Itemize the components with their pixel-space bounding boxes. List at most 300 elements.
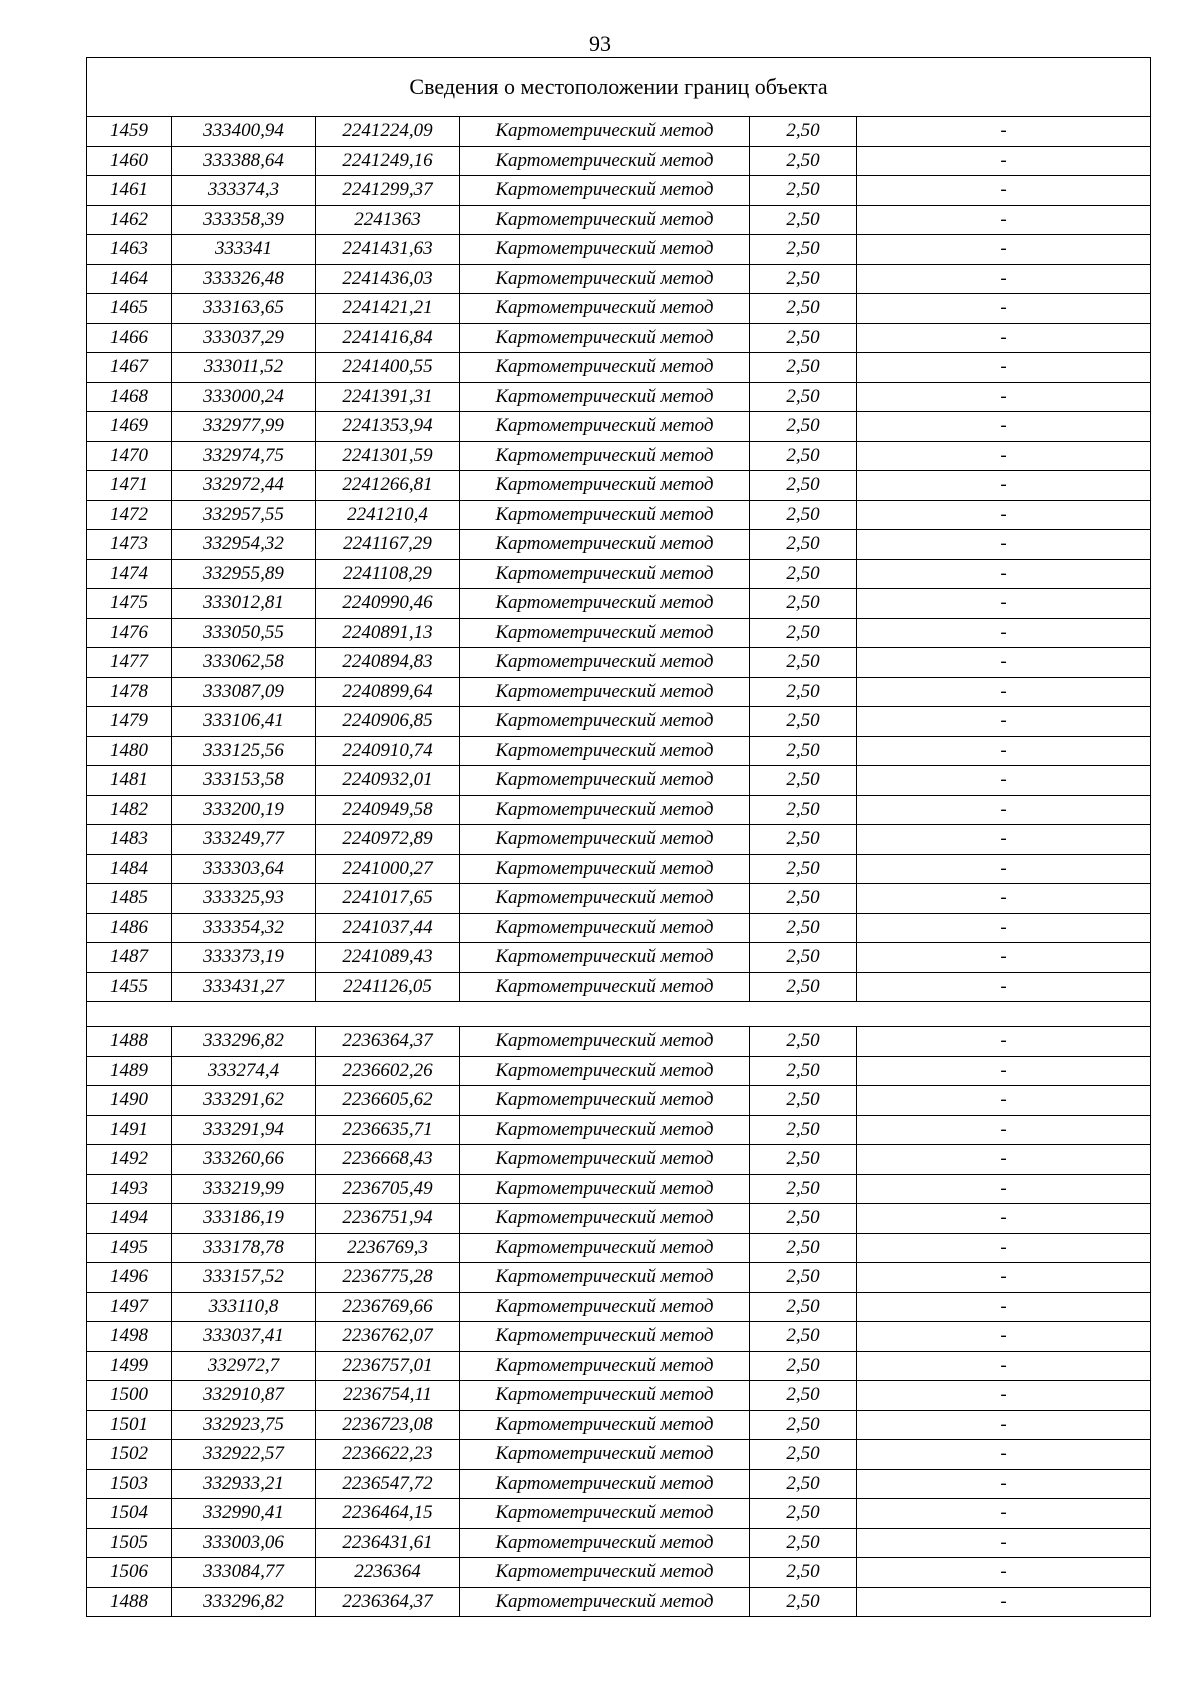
table-row <box>87 176 1151 206</box>
table-row <box>87 707 1151 737</box>
method-cell: Картометрический метод <box>460 530 750 560</box>
method-cell: Картометрический метод <box>460 1086 750 1116</box>
description-cell: - <box>857 471 1151 501</box>
description-cell: - <box>857 500 1151 530</box>
description-cell: - <box>857 1056 1151 1086</box>
x-coordinate-cell: 332974,75 <box>172 441 316 471</box>
y-coordinate-cell: 2236757,01 <box>316 1351 460 1381</box>
x-coordinate-cell: 333374,3 <box>172 176 316 206</box>
y-coordinate-cell: 2236364,37 <box>316 1587 460 1617</box>
method-cell: Картометрический метод <box>460 972 750 1002</box>
x-coordinate-cell: 333050,55 <box>172 618 316 648</box>
description-cell: - <box>857 412 1151 442</box>
table-row <box>87 1558 1151 1588</box>
method-cell: Картометрический метод <box>460 1204 750 1234</box>
method-cell: Картометрический метод <box>460 1263 750 1293</box>
method-cell: Картометрический метод <box>460 1440 750 1470</box>
page-number: 93 <box>589 31 611 56</box>
accuracy-cell: 2,50 <box>750 913 857 943</box>
accuracy-cell: 2,50 <box>750 1499 857 1529</box>
y-coordinate-cell: 2241400,55 <box>316 353 460 383</box>
y-coordinate-cell: 2236754,11 <box>316 1381 460 1411</box>
table-row <box>87 766 1151 796</box>
accuracy-cell: 2,50 <box>750 264 857 294</box>
y-coordinate-cell: 2241108,29 <box>316 559 460 589</box>
accuracy-cell: 2,50 <box>750 1381 857 1411</box>
table-row <box>87 589 1151 619</box>
method-cell: Картометрический метод <box>460 146 750 176</box>
block-separator-row <box>87 1002 1151 1027</box>
method-cell: Картометрический метод <box>460 1056 750 1086</box>
point-number-cell: 1490 <box>87 1086 172 1116</box>
accuracy-cell: 2,50 <box>750 1056 857 1086</box>
table-row <box>87 943 1151 973</box>
method-cell: Картометрический метод <box>460 1322 750 1352</box>
accuracy-cell: 2,50 <box>750 1115 857 1145</box>
y-coordinate-cell: 2240906,85 <box>316 707 460 737</box>
method-cell: Картометрический метод <box>460 854 750 884</box>
point-number-cell: 1475 <box>87 589 172 619</box>
x-coordinate-cell: 333110,8 <box>172 1292 316 1322</box>
point-number-cell: 1459 <box>87 117 172 147</box>
x-coordinate-cell: 333260,66 <box>172 1145 316 1175</box>
description-cell: - <box>857 766 1151 796</box>
y-coordinate-cell: 2240891,13 <box>316 618 460 648</box>
point-number-cell: 1495 <box>87 1233 172 1263</box>
x-coordinate-cell: 333219,99 <box>172 1174 316 1204</box>
table-row <box>87 884 1151 914</box>
table-row <box>87 1381 1151 1411</box>
x-coordinate-cell: 333431,27 <box>172 972 316 1002</box>
table-row <box>87 1351 1151 1381</box>
x-coordinate-cell: 333291,62 <box>172 1086 316 1116</box>
accuracy-cell: 2,50 <box>750 1469 857 1499</box>
point-number-cell: 1465 <box>87 294 172 324</box>
boundary-table <box>86 57 1151 1617</box>
x-coordinate-cell: 333326,48 <box>172 264 316 294</box>
x-coordinate-cell: 332990,41 <box>172 1499 316 1529</box>
method-cell: Картометрический метод <box>460 559 750 589</box>
table-row <box>87 913 1151 943</box>
point-number-cell: 1477 <box>87 648 172 678</box>
table-row <box>87 972 1151 1002</box>
method-cell: Картометрический метод <box>460 441 750 471</box>
description-cell: - <box>857 1086 1151 1116</box>
y-coordinate-cell: 2236635,71 <box>316 1115 460 1145</box>
table-row <box>87 1056 1151 1086</box>
description-cell: - <box>857 1381 1151 1411</box>
accuracy-cell: 2,50 <box>750 1351 857 1381</box>
method-cell: Картометрический метод <box>460 294 750 324</box>
y-coordinate-cell: 2241000,27 <box>316 854 460 884</box>
description-cell: - <box>857 235 1151 265</box>
x-coordinate-cell: 332954,32 <box>172 530 316 560</box>
table-row <box>87 441 1151 471</box>
description-cell: - <box>857 1174 1151 1204</box>
x-coordinate-cell: 333000,24 <box>172 382 316 412</box>
y-coordinate-cell: 2241436,03 <box>316 264 460 294</box>
x-coordinate-cell: 332957,55 <box>172 500 316 530</box>
method-cell: Картометрический метод <box>460 176 750 206</box>
description-cell: - <box>857 559 1151 589</box>
x-coordinate-cell: 333153,58 <box>172 766 316 796</box>
description-cell: - <box>857 677 1151 707</box>
table-row <box>87 235 1151 265</box>
y-coordinate-cell: 2241167,29 <box>316 530 460 560</box>
y-coordinate-cell: 2241416,84 <box>316 323 460 353</box>
method-cell: Картометрический метод <box>460 1558 750 1588</box>
accuracy-cell: 2,50 <box>750 677 857 707</box>
table-row <box>87 854 1151 884</box>
method-cell: Картометрический метод <box>460 1499 750 1529</box>
point-number-cell: 1468 <box>87 382 172 412</box>
y-coordinate-cell: 2240894,83 <box>316 648 460 678</box>
method-cell: Картометрический метод <box>460 1174 750 1204</box>
x-coordinate-cell: 333291,94 <box>172 1115 316 1145</box>
x-coordinate-cell: 333249,77 <box>172 825 316 855</box>
table-row <box>87 1204 1151 1234</box>
point-number-cell: 1476 <box>87 618 172 648</box>
accuracy-cell: 2,50 <box>750 589 857 619</box>
description-cell: - <box>857 913 1151 943</box>
description-cell: - <box>857 1322 1151 1352</box>
table-row <box>87 1027 1151 1057</box>
description-cell: - <box>857 323 1151 353</box>
y-coordinate-cell: 2236431,61 <box>316 1528 460 1558</box>
table-row <box>87 1174 1151 1204</box>
accuracy-cell: 2,50 <box>750 1086 857 1116</box>
method-cell: Картометрический метод <box>460 1587 750 1617</box>
accuracy-cell: 2,50 <box>750 854 857 884</box>
x-coordinate-cell: 332972,7 <box>172 1351 316 1381</box>
x-coordinate-cell: 333011,52 <box>172 353 316 383</box>
x-coordinate-cell: 333084,77 <box>172 1558 316 1588</box>
description-cell: - <box>857 176 1151 206</box>
y-coordinate-cell: 2236547,72 <box>316 1469 460 1499</box>
description-cell: - <box>857 117 1151 147</box>
description-cell: - <box>857 1440 1151 1470</box>
accuracy-cell: 2,50 <box>750 205 857 235</box>
description-cell: - <box>857 205 1151 235</box>
method-cell: Картометрический метод <box>460 1410 750 1440</box>
accuracy-cell: 2,50 <box>750 117 857 147</box>
table-row <box>87 117 1151 147</box>
table-row <box>87 382 1151 412</box>
x-coordinate-cell: 332977,99 <box>172 412 316 442</box>
y-coordinate-cell: 2236769,3 <box>316 1233 460 1263</box>
description-cell: - <box>857 1263 1151 1293</box>
method-cell: Картометрический метод <box>460 648 750 678</box>
y-coordinate-cell: 2241017,65 <box>316 884 460 914</box>
x-coordinate-cell: 333087,09 <box>172 677 316 707</box>
point-number-cell: 1492 <box>87 1145 172 1175</box>
table-row <box>87 618 1151 648</box>
y-coordinate-cell: 2241421,21 <box>316 294 460 324</box>
description-cell: - <box>857 441 1151 471</box>
point-number-cell: 1469 <box>87 412 172 442</box>
y-coordinate-cell: 2241249,16 <box>316 146 460 176</box>
x-coordinate-cell: 333358,39 <box>172 205 316 235</box>
y-coordinate-cell: 2236762,07 <box>316 1322 460 1352</box>
table-row <box>87 648 1151 678</box>
description-cell: - <box>857 589 1151 619</box>
description-cell: - <box>857 1587 1151 1617</box>
table-row <box>87 825 1151 855</box>
description-cell: - <box>857 825 1151 855</box>
method-cell: Картометрический метод <box>460 707 750 737</box>
point-number-cell: 1474 <box>87 559 172 589</box>
table-row <box>87 1440 1151 1470</box>
description-cell: - <box>857 1410 1151 1440</box>
table-row <box>87 471 1151 501</box>
method-cell: Картометрический метод <box>460 1528 750 1558</box>
table-row <box>87 1410 1151 1440</box>
table-row <box>87 205 1151 235</box>
method-cell: Картометрический метод <box>460 1351 750 1381</box>
x-coordinate-cell: 333062,58 <box>172 648 316 678</box>
y-coordinate-cell: 2241353,94 <box>316 412 460 442</box>
table-row <box>87 736 1151 766</box>
table-row <box>87 1469 1151 1499</box>
point-number-cell: 1467 <box>87 353 172 383</box>
x-coordinate-cell: 333012,81 <box>172 589 316 619</box>
method-cell: Картометрический метод <box>460 825 750 855</box>
point-number-cell: 1502 <box>87 1440 172 1470</box>
method-cell: Картометрический метод <box>460 736 750 766</box>
y-coordinate-cell: 2241266,81 <box>316 471 460 501</box>
table-row <box>87 146 1151 176</box>
accuracy-cell: 2,50 <box>750 972 857 1002</box>
accuracy-cell: 2,50 <box>750 618 857 648</box>
accuracy-cell: 2,50 <box>750 1204 857 1234</box>
method-cell: Картометрический метод <box>460 618 750 648</box>
point-number-cell: 1487 <box>87 943 172 973</box>
point-number-cell: 1501 <box>87 1410 172 1440</box>
point-number-cell: 1494 <box>87 1204 172 1234</box>
table-row <box>87 500 1151 530</box>
method-cell: Картометрический метод <box>460 323 750 353</box>
x-coordinate-cell: 333186,19 <box>172 1204 316 1234</box>
accuracy-cell: 2,50 <box>750 235 857 265</box>
point-number-cell: 1489 <box>87 1056 172 1086</box>
point-number-cell: 1503 <box>87 1469 172 1499</box>
point-number-cell: 1497 <box>87 1292 172 1322</box>
method-cell: Картометрический метод <box>460 264 750 294</box>
accuracy-cell: 2,50 <box>750 825 857 855</box>
accuracy-cell: 2,50 <box>750 736 857 766</box>
description-cell: - <box>857 707 1151 737</box>
point-number-cell: 1486 <box>87 913 172 943</box>
point-number-cell: 1483 <box>87 825 172 855</box>
y-coordinate-cell: 2240899,64 <box>316 677 460 707</box>
method-cell: Картометрический метод <box>460 117 750 147</box>
table-row <box>87 1086 1151 1116</box>
accuracy-cell: 2,50 <box>750 795 857 825</box>
method-cell: Картометрический метод <box>460 1381 750 1411</box>
point-number-cell: 1461 <box>87 176 172 206</box>
point-number-cell: 1455 <box>87 972 172 1002</box>
method-cell: Картометрический метод <box>460 884 750 914</box>
method-cell: Картометрический метод <box>460 205 750 235</box>
method-cell: Картометрический метод <box>460 471 750 501</box>
x-coordinate-cell: 333037,41 <box>172 1322 316 1352</box>
point-number-cell: 1460 <box>87 146 172 176</box>
point-number-cell: 1481 <box>87 766 172 796</box>
point-number-cell: 1488 <box>87 1027 172 1057</box>
description-cell: - <box>857 795 1151 825</box>
x-coordinate-cell: 333163,65 <box>172 294 316 324</box>
accuracy-cell: 2,50 <box>750 353 857 383</box>
description-cell: - <box>857 884 1151 914</box>
description-cell: - <box>857 1115 1151 1145</box>
table-row <box>87 1587 1151 1617</box>
method-cell: Картометрический метод <box>460 795 750 825</box>
x-coordinate-cell: 333354,32 <box>172 913 316 943</box>
accuracy-cell: 2,50 <box>750 500 857 530</box>
table-row <box>87 1145 1151 1175</box>
y-coordinate-cell: 2236464,15 <box>316 1499 460 1529</box>
description-cell: - <box>857 943 1151 973</box>
description-cell: - <box>857 1204 1151 1234</box>
table-row <box>87 1322 1151 1352</box>
point-number-cell: 1482 <box>87 795 172 825</box>
accuracy-cell: 2,50 <box>750 1440 857 1470</box>
description-cell: - <box>857 1499 1151 1529</box>
description-cell: - <box>857 1469 1151 1499</box>
point-number-cell: 1472 <box>87 500 172 530</box>
x-coordinate-cell: 333200,19 <box>172 795 316 825</box>
description-cell: - <box>857 1351 1151 1381</box>
description-cell: - <box>857 146 1151 176</box>
y-coordinate-cell: 2241363 <box>316 205 460 235</box>
x-coordinate-cell: 333037,29 <box>172 323 316 353</box>
point-number-cell: 1504 <box>87 1499 172 1529</box>
x-coordinate-cell: 332923,75 <box>172 1410 316 1440</box>
x-coordinate-cell: 332972,44 <box>172 471 316 501</box>
point-number-cell: 1491 <box>87 1115 172 1145</box>
method-cell: Картометрический метод <box>460 589 750 619</box>
method-cell: Картометрический метод <box>460 677 750 707</box>
table-row <box>87 677 1151 707</box>
x-coordinate-cell: 333388,64 <box>172 146 316 176</box>
y-coordinate-cell: 2236668,43 <box>316 1145 460 1175</box>
table-row <box>87 353 1151 383</box>
method-cell: Картометрический метод <box>460 353 750 383</box>
table-row <box>87 559 1151 589</box>
point-number-cell: 1488 <box>87 1587 172 1617</box>
method-cell: Картометрический метод <box>460 235 750 265</box>
accuracy-cell: 2,50 <box>750 1233 857 1263</box>
point-number-cell: 1478 <box>87 677 172 707</box>
y-coordinate-cell: 2236705,49 <box>316 1174 460 1204</box>
accuracy-cell: 2,50 <box>750 530 857 560</box>
method-cell: Картометрический метод <box>460 766 750 796</box>
method-cell: Картометрический метод <box>460 1145 750 1175</box>
x-coordinate-cell: 333400,94 <box>172 117 316 147</box>
method-cell: Картометрический метод <box>460 1292 750 1322</box>
y-coordinate-cell: 2240932,01 <box>316 766 460 796</box>
boundary-table-container <box>86 57 1150 1617</box>
method-cell: Картометрический метод <box>460 1115 750 1145</box>
x-coordinate-cell: 333178,78 <box>172 1233 316 1263</box>
description-cell: - <box>857 1558 1151 1588</box>
y-coordinate-cell: 2236769,66 <box>316 1292 460 1322</box>
accuracy-cell: 2,50 <box>750 1587 857 1617</box>
point-number-cell: 1484 <box>87 854 172 884</box>
accuracy-cell: 2,50 <box>750 1528 857 1558</box>
accuracy-cell: 2,50 <box>750 1145 857 1175</box>
y-coordinate-cell: 2241431,63 <box>316 235 460 265</box>
accuracy-cell: 2,50 <box>750 382 857 412</box>
accuracy-cell: 2,50 <box>750 1558 857 1588</box>
point-number-cell: 1499 <box>87 1351 172 1381</box>
x-coordinate-cell: 332910,87 <box>172 1381 316 1411</box>
x-coordinate-cell: 333106,41 <box>172 707 316 737</box>
x-coordinate-cell: 333003,06 <box>172 1528 316 1558</box>
description-cell: - <box>857 1233 1151 1263</box>
table-title: Сведения о местоположении границ объекта <box>87 58 1151 117</box>
y-coordinate-cell: 2241210,4 <box>316 500 460 530</box>
accuracy-cell: 2,50 <box>750 1027 857 1057</box>
accuracy-cell: 2,50 <box>750 146 857 176</box>
accuracy-cell: 2,50 <box>750 943 857 973</box>
x-coordinate-cell: 332955,89 <box>172 559 316 589</box>
y-coordinate-cell: 2236775,28 <box>316 1263 460 1293</box>
table-row <box>87 1263 1151 1293</box>
accuracy-cell: 2,50 <box>750 1263 857 1293</box>
point-number-cell: 1470 <box>87 441 172 471</box>
accuracy-cell: 2,50 <box>750 176 857 206</box>
accuracy-cell: 2,50 <box>750 1292 857 1322</box>
x-coordinate-cell: 333125,56 <box>172 736 316 766</box>
y-coordinate-cell: 2241224,09 <box>316 117 460 147</box>
y-coordinate-cell: 2236723,08 <box>316 1410 460 1440</box>
y-coordinate-cell: 2236605,62 <box>316 1086 460 1116</box>
description-cell: - <box>857 1027 1151 1057</box>
accuracy-cell: 2,50 <box>750 1410 857 1440</box>
point-number-cell: 1500 <box>87 1381 172 1411</box>
accuracy-cell: 2,50 <box>750 294 857 324</box>
y-coordinate-cell: 2236602,26 <box>316 1056 460 1086</box>
table-row <box>87 530 1151 560</box>
point-number-cell: 1471 <box>87 471 172 501</box>
point-number-cell: 1466 <box>87 323 172 353</box>
accuracy-cell: 2,50 <box>750 648 857 678</box>
x-coordinate-cell: 332922,57 <box>172 1440 316 1470</box>
boundary-table-body <box>87 58 1151 1617</box>
method-cell: Картометрический метод <box>460 943 750 973</box>
y-coordinate-cell: 2241391,31 <box>316 382 460 412</box>
x-coordinate-cell: 333157,52 <box>172 1263 316 1293</box>
point-number-cell: 1505 <box>87 1528 172 1558</box>
table-row <box>87 1528 1151 1558</box>
x-coordinate-cell: 333296,82 <box>172 1587 316 1617</box>
point-number-cell: 1493 <box>87 1174 172 1204</box>
accuracy-cell: 2,50 <box>750 323 857 353</box>
accuracy-cell: 2,50 <box>750 884 857 914</box>
accuracy-cell: 2,50 <box>750 1322 857 1352</box>
method-cell: Картометрический метод <box>460 913 750 943</box>
accuracy-cell: 2,50 <box>750 1174 857 1204</box>
y-coordinate-cell: 2241299,37 <box>316 176 460 206</box>
point-number-cell: 1464 <box>87 264 172 294</box>
point-number-cell: 1480 <box>87 736 172 766</box>
accuracy-cell: 2,50 <box>750 441 857 471</box>
point-number-cell: 1473 <box>87 530 172 560</box>
description-cell: - <box>857 618 1151 648</box>
y-coordinate-cell: 2236364,37 <box>316 1027 460 1057</box>
y-coordinate-cell: 2236622,23 <box>316 1440 460 1470</box>
